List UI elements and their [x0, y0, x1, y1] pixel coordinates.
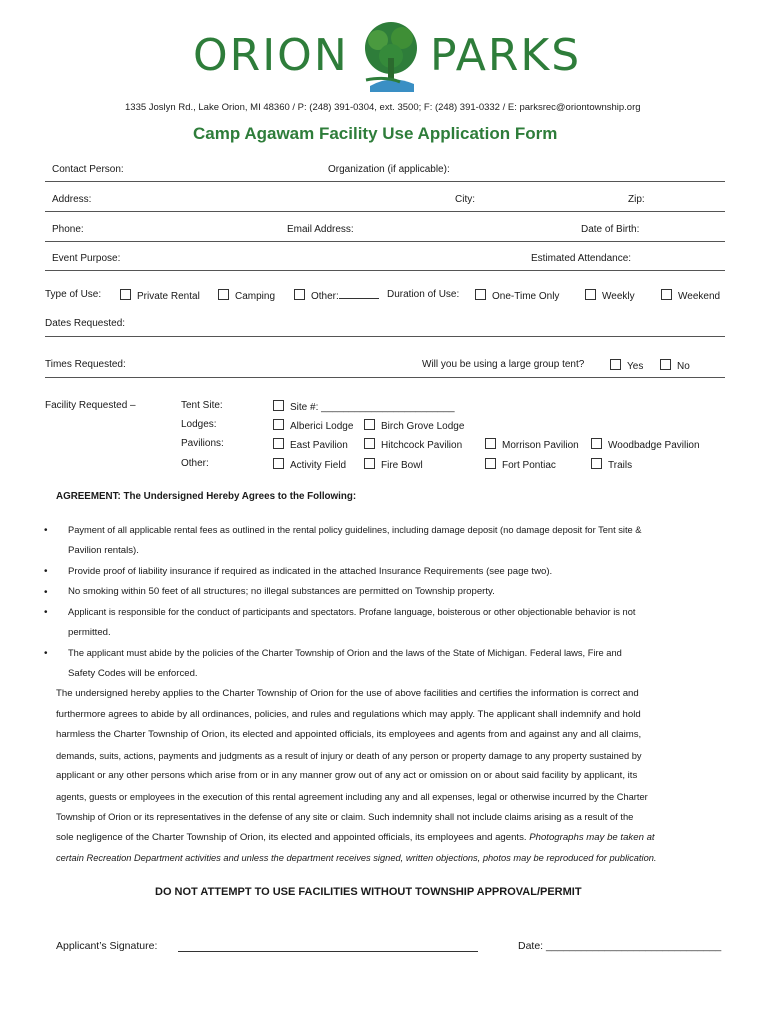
fort-pontiac-option[interactable]: Fort Pontiac	[485, 458, 556, 471]
hitchcock-option[interactable]: Hitchcock Pavilion	[364, 438, 462, 451]
camping-option[interactable]: Camping	[218, 289, 275, 302]
tree-logo-icon	[356, 18, 426, 96]
checkbox-icon[interactable]	[273, 400, 284, 411]
agreement-paragraph: sole negligence of the Charter Township of Orion, its elected and appointed officials, its employees and agents. Photographs may be taken at	[56, 832, 655, 843]
date-field[interactable]: Date: ______________________________	[518, 940, 722, 952]
bullet-icon: •	[44, 587, 48, 598]
agreement-item: No smoking within 50 feet of all structures; no illegal substances are permitted on Township property.	[68, 586, 495, 597]
agreement-heading: AGREEMENT: The Undersigned Hereby Agrees to the Following:	[56, 491, 357, 502]
zip-label: Zip:	[628, 194, 645, 205]
weekly-option[interactable]: Weekly	[585, 289, 635, 302]
tent-no-option[interactable]: No	[660, 359, 690, 372]
event-purpose-label: Event Purpose:	[52, 253, 121, 264]
logo-parks-text: PARKS	[430, 30, 582, 81]
checkbox-icon[interactable]	[364, 438, 375, 449]
times-line[interactable]	[45, 377, 725, 378]
address-line-rule[interactable]	[45, 211, 725, 212]
logo-orion-text: ORION	[193, 30, 349, 81]
attendance-label: Estimated Attendance:	[531, 253, 632, 264]
pavilions-label: Pavilions:	[181, 438, 224, 449]
checkbox-icon[interactable]	[585, 289, 596, 300]
organization-label: Organization (if applicable):	[328, 164, 450, 175]
checkbox-icon[interactable]	[660, 359, 671, 370]
dates-line[interactable]	[45, 336, 725, 337]
agreement-item: The applicant must abide by the policies of the Charter Township of Orion and the laws of the State of Michigan. Federal laws, Fire and	[68, 648, 622, 658]
checkbox-icon[interactable]	[475, 289, 486, 300]
checkbox-icon[interactable]	[485, 458, 496, 469]
agreement-paragraph: harmless the Charter Township of Orion, its elected and appointed officials, its employees and agents from and against any and all claims,	[56, 729, 642, 740]
checkbox-icon[interactable]	[218, 289, 229, 300]
times-requested-label: Times Requested:	[45, 359, 126, 370]
other-use-option[interactable]: Other:	[294, 289, 379, 302]
checkbox-icon[interactable]	[294, 289, 305, 300]
checkbox-icon[interactable]	[591, 438, 602, 449]
email-label: Email Address:	[287, 224, 354, 235]
agreement-paragraph: demands, suits, actions, payments and judgments as a result of injury or death of any person or property damage to any property sustained by	[56, 751, 642, 761]
facility-label: Facility Requested –	[45, 400, 136, 411]
bullet-icon: •	[44, 607, 48, 618]
agreement-paragraph: applicant or any other persons which arise from or in any manner grow out of any act or omission on or about said facility by applicant, its	[56, 770, 638, 781]
type-of-use-label: Type of Use:	[45, 289, 102, 300]
dates-requested-label: Dates Requested:	[45, 318, 126, 329]
checkbox-icon[interactable]	[591, 458, 602, 469]
activity-field-option[interactable]: Activity Field	[273, 458, 346, 471]
agreement-paragraph: The undersigned hereby applies to the Charter Township of Orion for the use of above facilities and certifies the information is correct and	[56, 688, 639, 699]
trails-option[interactable]: Trails	[591, 458, 632, 471]
checkbox-icon[interactable]	[661, 289, 672, 300]
site-number-option[interactable]: Site #: ________________________	[273, 400, 455, 413]
phone-line[interactable]	[45, 241, 725, 242]
duration-label: Duration of Use:	[387, 289, 460, 300]
contact-person-label: Contact Person:	[52, 164, 124, 175]
agreement-item: Safety Codes will be enforced.	[68, 668, 198, 679]
tent-site-label: Tent Site:	[181, 400, 223, 411]
bullet-icon: •	[44, 525, 48, 536]
weekend-option[interactable]: Weekend	[661, 289, 720, 302]
one-time-option[interactable]: One-Time Only	[475, 289, 559, 302]
bullet-icon: •	[44, 648, 48, 659]
dob-label: Date of Birth:	[581, 224, 640, 235]
address-label: Address:	[52, 194, 92, 205]
approval-warning: DO NOT ATTEMPT TO USE FACILITIES WITHOUT TOWNSHIP APPROVAL/PERMIT	[155, 886, 582, 898]
lodges-label: Lodges:	[181, 419, 217, 430]
checkbox-icon[interactable]	[485, 438, 496, 449]
agreement-paragraph: furthermore agrees to abide by all ordinances, policies, and rules and regulations which may apply. The applicant shall indemnify and hold	[56, 709, 641, 720]
checkbox-icon[interactable]	[273, 419, 284, 430]
agreement-item: Payment of all applicable rental fees as outlined in the rental policy guidelines, including damage deposit (no damage deposit for Tent site &	[68, 525, 642, 535]
birch-option[interactable]: Birch Grove Lodge	[364, 419, 464, 432]
city-label: City:	[455, 194, 475, 205]
checkbox-icon[interactable]	[610, 359, 621, 370]
tent-question: Will you be using a large group tent?	[422, 359, 585, 370]
checkbox-icon[interactable]	[364, 419, 375, 430]
tent-yes-option[interactable]: Yes	[610, 359, 643, 372]
page-title: Camp Agawam Facility Use Application Form	[193, 124, 558, 143]
checkbox-icon[interactable]	[364, 458, 375, 469]
agreement-item: permitted.	[68, 627, 111, 638]
private-rental-option[interactable]: Private Rental	[120, 289, 200, 302]
agreement-item: Pavilion rentals).	[68, 545, 139, 556]
signature-line[interactable]	[178, 951, 478, 952]
photo-notice: certain Recreation Department activities and unless the department receives signed, written objections, photos may be reproduced for publication.	[56, 853, 657, 863]
address-line: 1335 Joslyn Rd., Lake Orion, MI 48360 / P: (248) 391-0304, ext. 3500; F: (248) 391-0332 / E: parksrec@oriontownship.org	[125, 102, 641, 113]
agreement-item: Applicant is responsible for the conduct of participants and spectators. Profane language, boisterous or other objectionable behavior is not	[68, 607, 636, 617]
agreement-paragraph: Township of Orion or its representatives in the defense of any site or claim. Such indemnity shall not include claims arising as a result of the	[56, 811, 634, 822]
alberici-option[interactable]: Alberici Lodge	[273, 419, 353, 432]
signature-label: Applicant’s Signature:	[56, 940, 158, 952]
event-line[interactable]	[45, 270, 725, 271]
agreement-item: Provide proof of liability insurance if required as indicated in the attached Insurance Requirements (see page two).	[68, 566, 553, 577]
checkbox-icon[interactable]	[273, 458, 284, 469]
phone-label: Phone:	[52, 224, 84, 235]
checkbox-icon[interactable]	[273, 438, 284, 449]
woodbadge-option[interactable]: Woodbadge Pavilion	[591, 438, 700, 451]
east-pavilion-option[interactable]: East Pavilion	[273, 438, 348, 451]
contact-line[interactable]	[45, 181, 725, 182]
agreement-paragraph: agents, guests or employees in the execution of this rental agreement including any and all expenses, legal or otherwise incurred by the Charter	[56, 792, 648, 802]
morrison-option[interactable]: Morrison Pavilion	[485, 438, 579, 451]
other-facility-label: Other:	[181, 458, 209, 469]
checkbox-icon[interactable]	[120, 289, 131, 300]
bullet-icon: •	[44, 566, 48, 577]
fire-bowl-option[interactable]: Fire Bowl	[364, 458, 423, 471]
